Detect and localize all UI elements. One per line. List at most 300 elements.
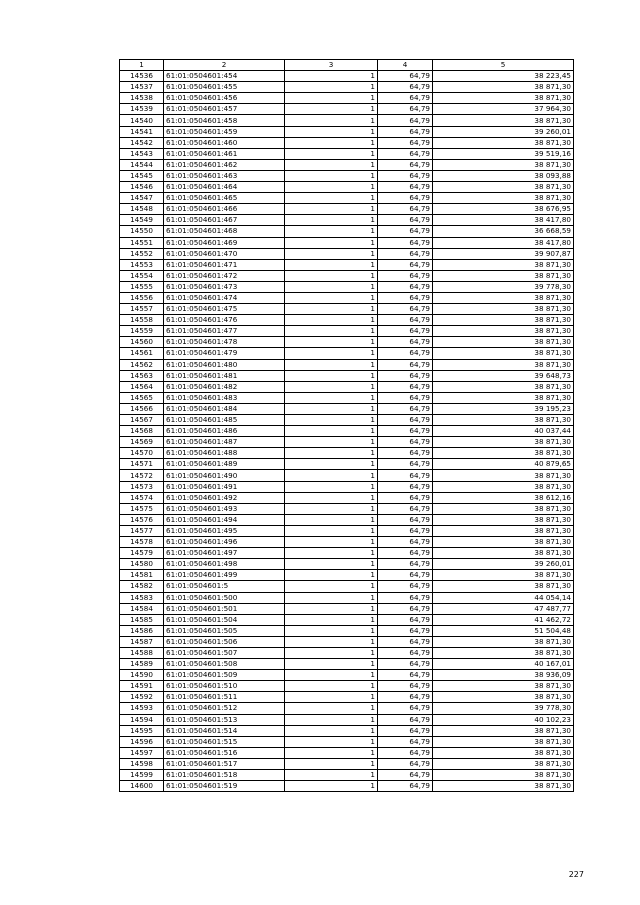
table-cell-col-1: 14563 [120,370,164,381]
table-row [120,248,574,259]
table-row [120,292,574,303]
table-cell-col-5: 38 871,30 [433,381,574,392]
table-cell-col-4: 64,79 [378,492,433,503]
table-cell-col-2: 61:01:0504601:485 [164,415,285,426]
table-cell-col-1: 14558 [120,315,164,326]
table-cell-col-2: 61:01:0504601:508 [164,659,285,670]
table-cell-col-5: 38 871,30 [433,692,574,703]
table-cell-col-5: 38 871,30 [433,470,574,481]
table-row [120,370,574,381]
table-cell-col-2: 61:01:0504601:488 [164,448,285,459]
table-cell-col-1: 14542 [120,137,164,148]
table-cell-col-2: 61:01:0504601:490 [164,470,285,481]
table-cell-col-1: 14585 [120,614,164,625]
page-number: 227 [568,870,584,879]
table-cell-col-2: 61:01:0504601:477 [164,326,285,337]
table-cell-col-2: 61:01:0504601:486 [164,426,285,437]
table-row [120,392,574,403]
table-cell-col-4: 64,79 [378,248,433,259]
table-row [120,182,574,193]
table-cell-col-2: 61:01:0504601:462 [164,159,285,170]
table-cell-col-3: 1 [285,625,378,636]
table-row [120,592,574,603]
table-cell-col-3: 1 [285,392,378,403]
table-cell-col-4: 64,79 [378,381,433,392]
table-cell-col-5: 38 871,30 [433,481,574,492]
table-cell-col-5: 38 871,30 [433,747,574,758]
table-cell-col-5: 38 871,30 [433,315,574,326]
table-cell-col-3: 1 [285,426,378,437]
table-cell-col-5: 39 648,73 [433,370,574,381]
table-row [120,215,574,226]
table-cell-col-4: 64,79 [378,137,433,148]
table-cell-col-5: 40 167,01 [433,659,574,670]
table-cell-col-3: 1 [285,193,378,204]
table-cell-col-4: 64,79 [378,647,433,658]
table-cell-col-4: 64,79 [378,548,433,559]
table-cell-col-2: 61:01:0504601:457 [164,104,285,115]
table-cell-col-3: 1 [285,614,378,625]
table-row [120,326,574,337]
table-cell-col-4: 64,79 [378,292,433,303]
table-cell-col-3: 1 [285,82,378,93]
table-cell-col-4: 64,79 [378,681,433,692]
table-cell-col-2: 61:01:0504601:512 [164,703,285,714]
table-cell-col-4: 64,79 [378,625,433,636]
table-cell-col-4: 64,79 [378,337,433,348]
table-cell-col-5: 38 871,30 [433,581,574,592]
table-cell-col-4: 64,79 [378,270,433,281]
table-cell-col-1: 14552 [120,248,164,259]
table-cell-col-2: 61:01:0504601:469 [164,237,285,248]
table-cell-col-1: 14573 [120,481,164,492]
table-cell-col-2: 61:01:0504601:507 [164,647,285,658]
table-cell-col-1: 14540 [120,115,164,126]
table-cell-col-5: 40 879,65 [433,459,574,470]
table-cell-col-5: 38 871,30 [433,537,574,548]
table-cell-col-3: 1 [285,514,378,525]
table-cell-col-5: 38 871,30 [433,137,574,148]
table-row [120,148,574,159]
table-cell-col-3: 1 [285,137,378,148]
table-cell-col-2: 61:01:0504601:519 [164,781,285,792]
table-cell-col-1: 14599 [120,770,164,781]
table-cell-col-2: 61:01:0504601:496 [164,537,285,548]
table-cell-col-3: 1 [285,359,378,370]
table-cell-col-1: 14556 [120,292,164,303]
table-cell-col-4: 64,79 [378,193,433,204]
table-cell-col-4: 64,79 [378,426,433,437]
table-cell-col-5: 38 223,45 [433,71,574,82]
table-cell-col-5: 38 871,30 [433,259,574,270]
table-cell-col-1: 14597 [120,747,164,758]
table-row [120,625,574,636]
table-cell-col-3: 1 [285,736,378,747]
table-cell-col-1: 14557 [120,304,164,315]
table-cell-col-3: 1 [285,714,378,725]
table-cell-col-1: 14559 [120,326,164,337]
table-cell-col-3: 1 [285,281,378,292]
table-cell-col-3: 1 [285,71,378,82]
table-cell-col-4: 64,79 [378,71,433,82]
table-row [120,525,574,536]
table-cell-col-5: 38 871,30 [433,758,574,769]
table-cell-col-3: 1 [285,182,378,193]
table-cell-col-4: 64,79 [378,592,433,603]
table-cell-col-4: 64,79 [378,359,433,370]
table-cell-col-4: 64,79 [378,215,433,226]
column-header-4: 4 [378,60,433,71]
table-cell-col-5: 38 676,95 [433,204,574,215]
table-cell-col-2: 61:01:0504601:480 [164,359,285,370]
table-cell-col-4: 64,79 [378,714,433,725]
table-cell-col-2: 61:01:0504601:513 [164,714,285,725]
table-cell-col-2: 61:01:0504601:454 [164,71,285,82]
table-cell-col-2: 61:01:0504601:456 [164,93,285,104]
table-cell-col-1: 14584 [120,603,164,614]
table-cell-col-5: 39 195,23 [433,403,574,414]
table-cell-col-1: 14581 [120,570,164,581]
table-cell-col-1: 14590 [120,670,164,681]
table-row [120,692,574,703]
table-cell-col-4: 64,79 [378,725,433,736]
table-cell-col-5: 38 871,30 [433,437,574,448]
table-cell-col-3: 1 [285,758,378,769]
table-row [120,337,574,348]
table-body [120,71,574,792]
table-cell-col-5: 39 778,30 [433,281,574,292]
table-row [120,559,574,570]
table-row [120,614,574,625]
table-cell-col-5: 47 487,77 [433,603,574,614]
table-cell-col-1: 14553 [120,259,164,270]
table-cell-col-2: 61:01:0504601:470 [164,248,285,259]
table-row [120,781,574,792]
table-cell-col-2: 61:01:0504601:5 [164,581,285,592]
table-cell-col-2: 61:01:0504601:474 [164,292,285,303]
table-cell-col-5: 38 871,30 [433,636,574,647]
table-cell-col-3: 1 [285,226,378,237]
column-header-1: 1 [120,60,164,71]
table-cell-col-1: 14576 [120,514,164,525]
table-cell-col-1: 14547 [120,193,164,204]
table-cell-col-4: 64,79 [378,348,433,359]
table-cell-col-3: 1 [285,415,378,426]
table-row [120,259,574,270]
table-cell-col-3: 1 [285,503,378,514]
table-cell-col-2: 61:01:0504601:491 [164,481,285,492]
table-row [120,270,574,281]
table-cell-col-4: 64,79 [378,614,433,625]
table-row [120,237,574,248]
table-cell-col-4: 64,79 [378,758,433,769]
table-cell-col-1: 14561 [120,348,164,359]
table-row [120,492,574,503]
table-cell-col-3: 1 [285,670,378,681]
table-cell-col-1: 14541 [120,126,164,137]
table-cell-col-4: 64,79 [378,403,433,414]
table-row [120,670,574,681]
table-cell-col-2: 61:01:0504601:468 [164,226,285,237]
table-cell-col-1: 14591 [120,681,164,692]
table-row [120,115,574,126]
table-cell-col-2: 61:01:0504601:471 [164,259,285,270]
table-row [120,226,574,237]
table-cell-col-4: 64,79 [378,437,433,448]
table-row [120,71,574,82]
table-cell-col-4: 64,79 [378,747,433,758]
table-cell-col-5: 38 871,30 [433,182,574,193]
header-row [120,60,574,71]
table-cell-col-5: 38 871,30 [433,337,574,348]
table-row [120,304,574,315]
table-cell-col-4: 64,79 [378,159,433,170]
table-cell-col-1: 14587 [120,636,164,647]
table-row [120,104,574,115]
column-header-5: 5 [433,60,574,71]
column-header-2: 2 [164,60,285,71]
table-cell-col-1: 14574 [120,492,164,503]
table-cell-col-4: 64,79 [378,470,433,481]
table-cell-col-3: 1 [285,93,378,104]
table-cell-col-3: 1 [285,248,378,259]
table-cell-col-2: 61:01:0504601:461 [164,148,285,159]
table-cell-col-5: 38 871,30 [433,93,574,104]
table-cell-col-5: 38 871,30 [433,292,574,303]
table-cell-col-3: 1 [285,459,378,470]
table-cell-col-4: 64,79 [378,448,433,459]
table-cell-col-4: 64,79 [378,182,433,193]
table-cell-col-3: 1 [285,126,378,137]
table-cell-col-1: 14545 [120,170,164,181]
table-cell-col-4: 64,79 [378,93,433,104]
table-row [120,448,574,459]
table-cell-col-5: 38 936,09 [433,670,574,681]
table-cell-col-5: 38 871,30 [433,681,574,692]
table-cell-col-2: 61:01:0504601:492 [164,492,285,503]
table-cell-col-3: 1 [285,703,378,714]
table-cell-col-1: 14571 [120,459,164,470]
table-cell-col-1: 14539 [120,104,164,115]
table-cell-col-4: 64,79 [378,259,433,270]
table-cell-col-5: 38 871,30 [433,304,574,315]
table-cell-col-3: 1 [285,581,378,592]
table-cell-col-5: 38 871,30 [433,503,574,514]
table-cell-col-1: 14596 [120,736,164,747]
table-row [120,514,574,525]
table-cell-col-4: 64,79 [378,370,433,381]
table-row [120,703,574,714]
table-cell-col-5: 39 907,87 [433,248,574,259]
table-cell-col-2: 61:01:0504601:506 [164,636,285,647]
table-cell-col-2: 61:01:0504601:499 [164,570,285,581]
table-row [120,481,574,492]
table-cell-col-3: 1 [285,570,378,581]
table-cell-col-4: 64,79 [378,770,433,781]
table-cell-col-3: 1 [285,115,378,126]
table-cell-col-2: 61:01:0504601:489 [164,459,285,470]
table-cell-col-1: 14578 [120,537,164,548]
table-cell-col-4: 64,79 [378,703,433,714]
table-cell-col-4: 64,79 [378,603,433,614]
table-cell-col-3: 1 [285,647,378,658]
table-cell-col-2: 61:01:0504601:482 [164,381,285,392]
table-row [120,159,574,170]
table-cell-col-1: 14582 [120,581,164,592]
table-cell-col-2: 61:01:0504601:478 [164,337,285,348]
table-row [120,437,574,448]
table-cell-col-1: 14586 [120,625,164,636]
table-cell-col-3: 1 [285,481,378,492]
table-cell-col-3: 1 [285,559,378,570]
table-cell-col-1: 14594 [120,714,164,725]
table-row [120,381,574,392]
table-cell-col-1: 14572 [120,470,164,481]
table-row [120,747,574,758]
table-cell-col-1: 14568 [120,426,164,437]
table-cell-col-4: 64,79 [378,570,433,581]
table-cell-col-4: 64,79 [378,226,433,237]
table-cell-col-2: 61:01:0504601:514 [164,725,285,736]
table-cell-col-3: 1 [285,470,378,481]
table-row [120,415,574,426]
table-cell-col-1: 14569 [120,437,164,448]
table-cell-col-2: 61:01:0504601:505 [164,625,285,636]
table-row [120,137,574,148]
table-cell-col-4: 64,79 [378,415,433,426]
table-cell-col-1: 14549 [120,215,164,226]
table-cell-col-2: 61:01:0504601:463 [164,170,285,181]
table-cell-col-4: 64,79 [378,315,433,326]
table-row [120,426,574,437]
table-cell-col-5: 36 668,59 [433,226,574,237]
table-cell-col-2: 61:01:0504601:455 [164,82,285,93]
table-cell-col-3: 1 [285,292,378,303]
table-row [120,537,574,548]
table-cell-col-2: 61:01:0504601:517 [164,758,285,769]
table-row [120,659,574,670]
table-cell-col-3: 1 [285,270,378,281]
table-cell-col-4: 64,79 [378,115,433,126]
table-cell-col-3: 1 [285,403,378,414]
table-cell-col-4: 64,79 [378,692,433,703]
table-cell-col-2: 61:01:0504601:484 [164,403,285,414]
table-row [120,126,574,137]
table-cell-col-3: 1 [285,315,378,326]
table-cell-col-5: 38 871,30 [433,781,574,792]
table-cell-col-2: 61:01:0504601:458 [164,115,285,126]
table-cell-col-1: 14592 [120,692,164,703]
table-cell-col-2: 61:01:0504601:481 [164,370,285,381]
table-cell-col-5: 38 871,30 [433,392,574,403]
table-cell-col-1: 14538 [120,93,164,104]
table-cell-col-4: 64,79 [378,503,433,514]
table-cell-col-5: 38 871,30 [433,326,574,337]
table-cell-col-4: 64,79 [378,559,433,570]
table-row [120,204,574,215]
table-cell-col-3: 1 [285,681,378,692]
table-cell-col-2: 61:01:0504601:501 [164,603,285,614]
table-row [120,93,574,104]
table-cell-col-5: 51 504,48 [433,625,574,636]
table-cell-col-3: 1 [285,770,378,781]
table-cell-col-5: 38 871,30 [433,448,574,459]
table-row [120,581,574,592]
table-cell-col-1: 14565 [120,392,164,403]
table-row [120,359,574,370]
table-cell-col-1: 14595 [120,725,164,736]
table-cell-col-3: 1 [285,437,378,448]
table-cell-col-2: 61:01:0504601:467 [164,215,285,226]
table-cell-col-4: 64,79 [378,126,433,137]
table-cell-col-3: 1 [285,326,378,337]
table-row [120,170,574,181]
table-cell-col-5: 39 519,16 [433,148,574,159]
table-cell-col-5: 41 462,72 [433,614,574,625]
table-cell-col-4: 64,79 [378,636,433,647]
table-cell-col-2: 61:01:0504601:472 [164,270,285,281]
table-cell-col-4: 64,79 [378,736,433,747]
table-cell-col-2: 61:01:0504601:498 [164,559,285,570]
table-cell-col-2: 61:01:0504601:487 [164,437,285,448]
table-row [120,681,574,692]
table-cell-col-2: 61:01:0504601:500 [164,592,285,603]
table-cell-col-4: 64,79 [378,537,433,548]
table-cell-col-4: 64,79 [378,326,433,337]
table-cell-col-1: 14580 [120,559,164,570]
table-cell-col-2: 61:01:0504601:511 [164,692,285,703]
table-cell-col-5: 38 871,30 [433,415,574,426]
table-cell-col-1: 14537 [120,82,164,93]
table-row [120,348,574,359]
table-cell-col-5: 38 871,30 [433,525,574,536]
table-cell-col-5: 38 871,30 [433,270,574,281]
table-cell-col-2: 61:01:0504601:518 [164,770,285,781]
table-cell-col-1: 14536 [120,71,164,82]
table-cell-col-3: 1 [285,159,378,170]
table-cell-col-5: 44 054,14 [433,592,574,603]
table-cell-col-2: 61:01:0504601:495 [164,525,285,536]
table-cell-col-5: 38 871,30 [433,647,574,658]
table-cell-col-2: 61:01:0504601:509 [164,670,285,681]
table-cell-col-1: 14567 [120,415,164,426]
table-cell-col-1: 14589 [120,659,164,670]
table-cell-col-1: 14600 [120,781,164,792]
table-cell-col-1: 14583 [120,592,164,603]
table-cell-col-1: 14550 [120,226,164,237]
table-row [120,403,574,414]
table-cell-col-5: 38 871,30 [433,82,574,93]
table-cell-col-4: 64,79 [378,514,433,525]
table-cell-col-5: 38 417,80 [433,215,574,226]
table-cell-col-5: 39 260,01 [433,559,574,570]
table-cell-col-2: 61:01:0504601:494 [164,514,285,525]
table-cell-col-4: 64,79 [378,104,433,115]
table-cell-col-5: 38 871,30 [433,548,574,559]
table-row [120,82,574,93]
table-cell-col-4: 64,79 [378,481,433,492]
table-cell-col-2: 61:01:0504601:483 [164,392,285,403]
table-cell-col-5: 38 417,80 [433,237,574,248]
table-cell-col-4: 64,79 [378,581,433,592]
table-cell-col-2: 61:01:0504601:497 [164,548,285,559]
table-cell-col-4: 64,79 [378,281,433,292]
table-cell-col-1: 14577 [120,525,164,536]
table-cell-col-5: 38 871,30 [433,570,574,581]
table-cell-col-5: 38 871,30 [433,193,574,204]
table-row [120,725,574,736]
table-cell-col-1: 14554 [120,270,164,281]
